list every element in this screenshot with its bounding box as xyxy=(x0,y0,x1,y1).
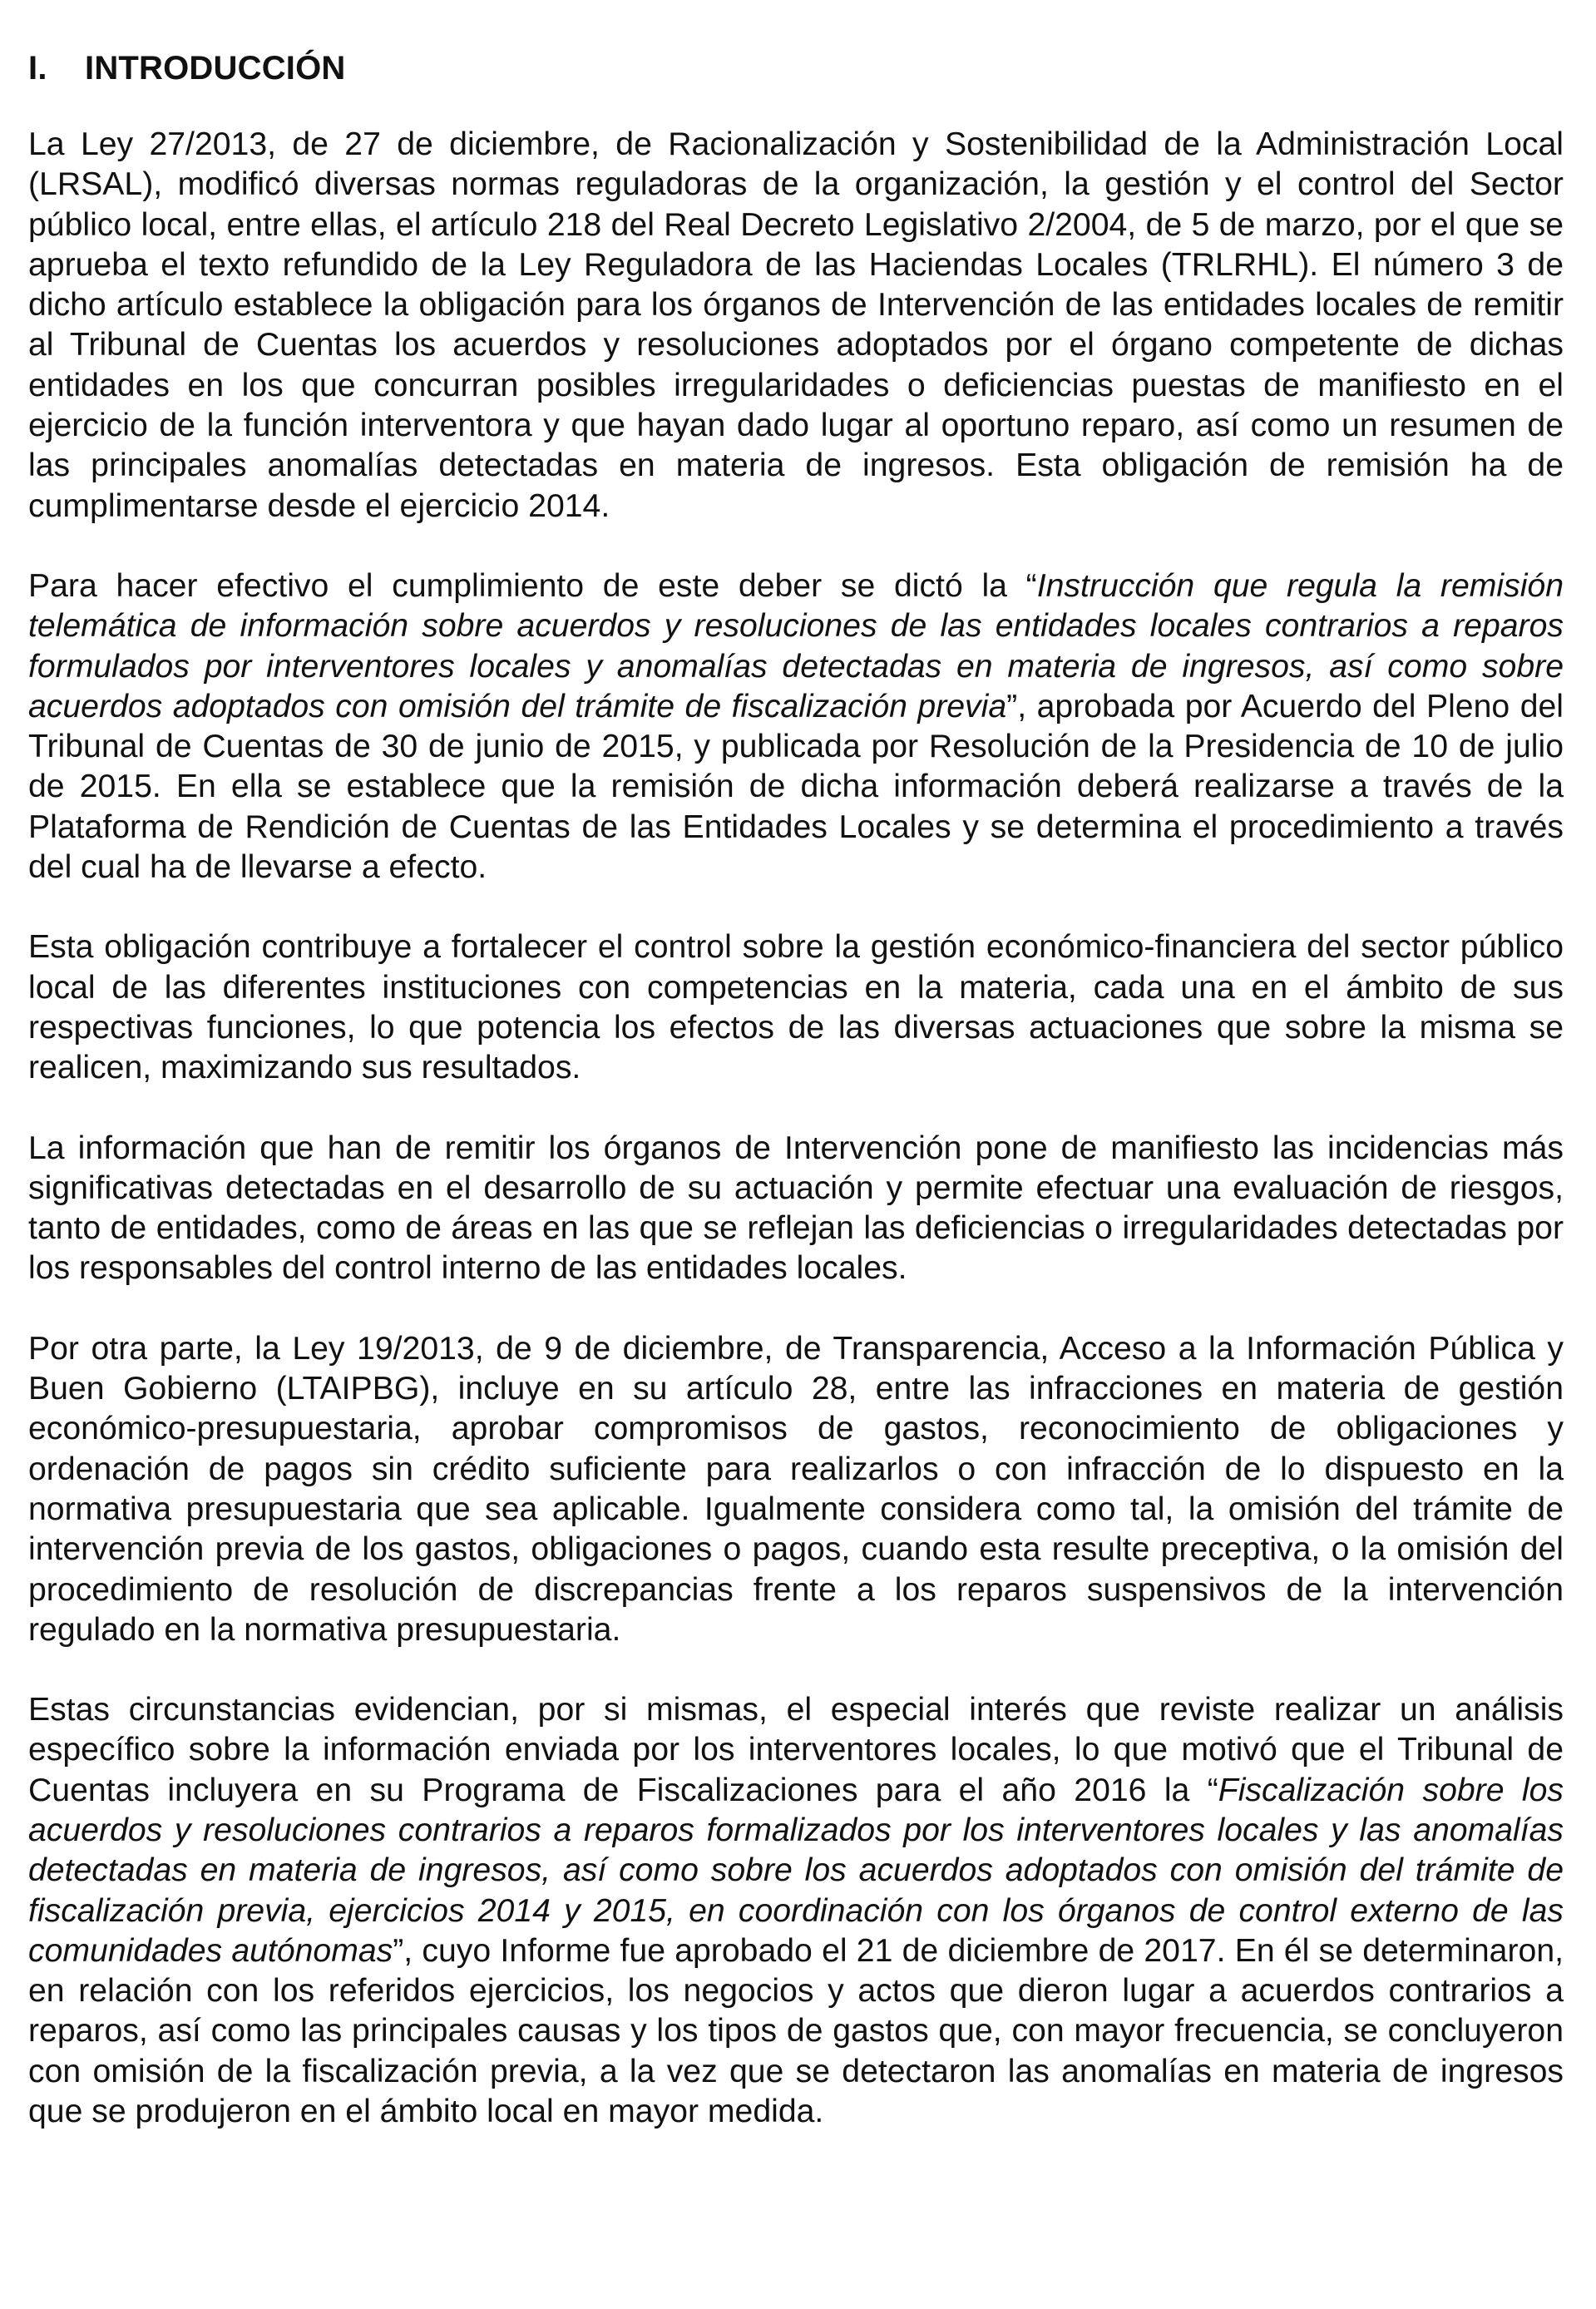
document-page xyxy=(28,43,1564,2172)
paragraph-italic-title: Instrucción que regula la remisión telemática de información sobre acuerdos y resoluciones de las entidades locales contrarios a reparos formulados por interventores locales y anomalías detectadas en materia de ingresos, así como sobre acuerdos adoptados con omisión del trámite de fiscalización previa xyxy=(28,567,1564,724)
paragraph-lrsal xyxy=(28,125,1564,527)
paragraph-obligacion xyxy=(28,927,1564,1088)
section-heading xyxy=(28,43,1564,93)
paragraph-text: Esta obligación contribuye a fortalecer el control sobre la gestión económico-financiera del sector público local de las diferentes instituciones con competencias en la materia, cada una en el ámbito de sus respectivas funciones, lo que potencia los efectos de las diversas actuaciones que sobre la misma se realicen, maximizando sus resultados. xyxy=(28,929,1564,1086)
paragraph-informacion xyxy=(28,1129,1564,1289)
section-number: I. xyxy=(28,50,47,87)
paragraph-text-after: ”, aprobada por Acuerdo del Pleno del Tribunal de Cuentas de 30 de junio de 2015, y publicada por Resolución de la Presidencia de 10 de julio de 2015. En ella se establece que la remisión de dicha información deberá realizarse a través de la Plataforma de Rendición de Cuentas de las Entidades Locales y se determina el procedimiento a través del cual ha de llevarse a efecto. xyxy=(28,688,1564,886)
paragraph-text-after: ”, cuyo Informe fue aprobado el 21 de diciembre de 2017. En él se determinaron, en relación con los referidos ejercicios, los negocios y actos que dieron lugar a acuerdos contrarios a reparos, así como las principales causas y los tipos de gastos que, con mayor frecuencia, se concluyeron con omisión de la fiscalización previa, a la vez que se detectaron las anomalías en materia de ingresos que se produjeron en el ámbito local en mayor medida. xyxy=(28,1932,1564,2130)
paragraph-text: La Ley 27/2013, de 27 de diciembre, de Racionalización y Sostenibilidad de la Administración Local (LRSAL), modificó diversas normas reguladoras de la organización, la gestión y el control del Sector público local, entre ellas, el artículo 218 del Real Decreto Legislativo 2/2004, de 5 de marzo, por el que se aprueba el texto refundido de la Ley Reguladora de las Haciendas Locales (TRLRHL). El número 3 de dicho artículo establece la obligación para los órganos de Intervención de las entidades locales de remitir al Tribunal de Cuentas los acuerdos y resoluciones adoptados por el órgano competente de dichas entidades en los que concurran posibles irregularidades o deficiencias puestas de manifiesto en el ejercicio de la función interventora y que hayan dado lugar al oportuno reparo, así como un resumen de las principales anomalías detectadas en materia de ingresos. Esta obligación de remisión ha de cumplimentarse desde el ejercicio 2014. xyxy=(28,126,1564,524)
paragraph-ltaipbg xyxy=(28,1329,1564,1650)
paragraph-text-before: Estas circunstancias evidencian, por si mismas, el especial interés que reviste realizar un análisis específico sobre la información enviada por los interventores locales, lo que motivó que el Tribunal de Cuentas incluyera en su Programa de Fiscalizaciones para el año 2016 la “ xyxy=(28,1692,1564,1808)
paragraph-italic-title: Fiscalización sobre los acuerdos y resoluciones contrarios a reparos formalizados por los interventores locales y las anomalías detectadas en materia de ingresos, así como sobre los acuerdos adoptados con omisión del trámite de fiscalización previa, ejercicios 2014 y 2015, en coordinación con los órganos de control externo de las comunidades autónomas xyxy=(28,1772,1564,1969)
paragraph-fiscalizacion xyxy=(28,1690,1564,2132)
paragraph-text-before: Para hacer efectivo el cumplimiento de este deber se dictó la “ xyxy=(28,567,1037,604)
paragraph-text: Por otra parte, la Ley 19/2013, de 9 de diciembre, de Transparencia, Acceso a la Información Pública y Buen Gobierno (LTAIPBG), incluye en su artículo 28, entre las infracciones en materia de gestión económico-presupuestaria, aprobar compromisos de gastos, reconocimiento de obligaciones y ordenación de pagos sin crédito suficiente para realizarlos o con infracción de lo dispuesto en la normativa presupuestaria que sea aplicable. Igualmente considera como tal, la omisión del trámite de intervención previa de los gastos, obligaciones o pagos, cuando esta resulte preceptiva, o la omisión del procedimiento de resolución de discrepancias frente a los reparos suspensivos de la intervención regulado en la normativa presupuestaria. xyxy=(28,1330,1564,1648)
paragraph-text: La información que han de remitir los órganos de Intervención pone de manifiesto las incidencias más significativas detectadas en el desarrollo de su actuación y permite efectuar una evaluación de riesgos, tanto de entidades, como de áreas en las que se reflejan las deficiencias o irregularidades detectadas por los responsables del control interno de las entidades locales. xyxy=(28,1130,1564,1287)
section-title: INTRODUCCIÓN xyxy=(85,50,346,87)
paragraph-instruccion xyxy=(28,566,1564,888)
